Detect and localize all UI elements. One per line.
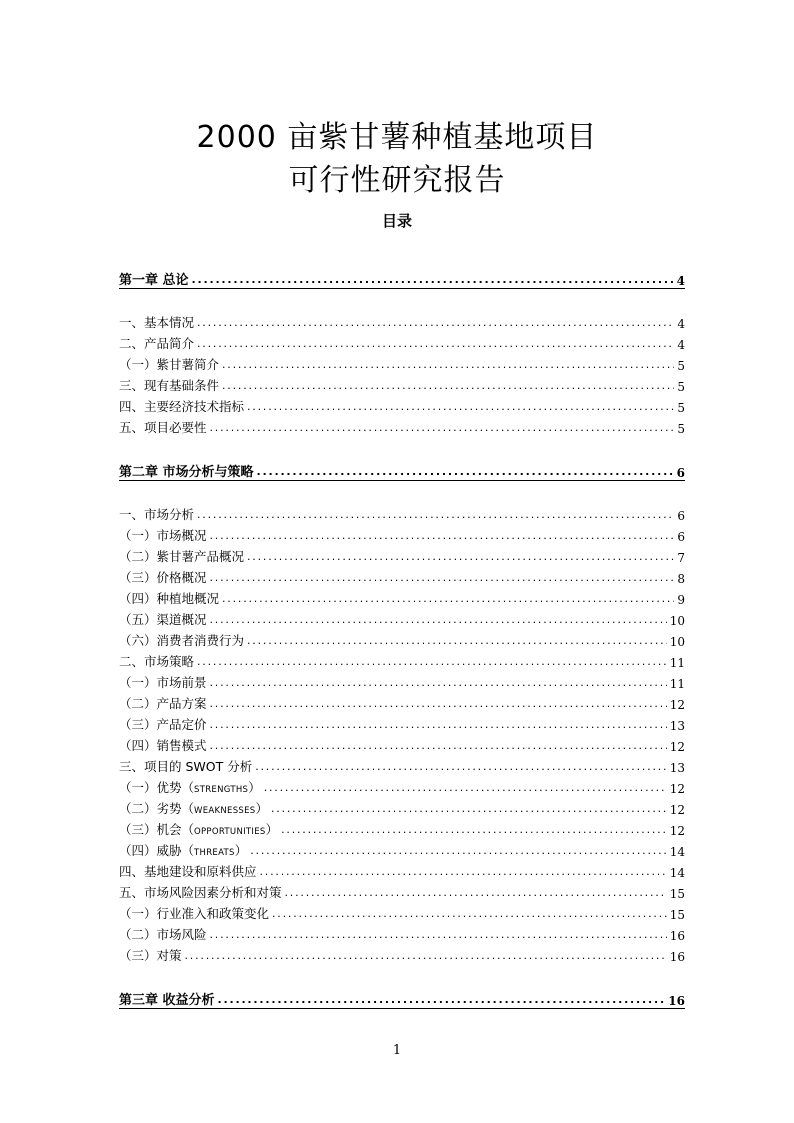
dot-leader [218,994,666,1008]
dot-leader [222,593,674,607]
dot-leader [197,338,674,352]
dot-leader [255,761,667,775]
toc-page-number: 11 [669,677,685,691]
toc-page-number: 6 [676,466,685,480]
toc-entry[interactable] [119,565,685,586]
document-title-line-1: 2000 亩紫甘薯种植基地项目 [196,120,598,155]
toc-entry[interactable] [119,670,685,691]
toc-entry[interactable] [119,373,685,394]
toc-chapter-label: 第二章 市场分析与策略 [119,465,254,480]
toc-entry[interactable] [119,859,685,880]
toc-page-number: 6 [677,509,685,523]
toc-entry[interactable] [119,607,685,628]
toc-entry-label: （二）市场风险 [119,927,207,942]
toc-entry[interactable] [119,733,685,754]
toc-entry[interactable] [119,586,685,607]
toc-entry-label: （四）威胁（THREATS） [119,843,248,858]
toc-chapter-label: 第三章 收益分析 [119,993,215,1008]
toc-entry-label: （四）种植地概况 [119,591,220,606]
toc-page-number: 4 [676,274,685,288]
toc-page-number: 5 [677,359,685,373]
toc-entry-label: （四）销售模式 [119,738,207,753]
toc-entry-label: 三、现有基础条件 [119,378,220,393]
dot-leader [197,656,667,670]
dot-leader [192,274,674,288]
toc-page-number: 7 [677,551,685,565]
toc-entry-label: （二）产品方案 [119,696,207,711]
toc-page-number: 5 [677,422,685,436]
toc-entry-label: 五、项目必要性 [119,420,207,435]
toc-entry-label: 四、主要经济技术指标 [119,399,245,414]
toc-page-number: 10 [669,635,685,649]
dot-leader [271,803,667,817]
toc-entry[interactable] [119,775,685,796]
toc-page-number: 15 [669,908,685,922]
toc-entry-label: （一）行业准入和政策变化 [119,906,270,921]
dot-leader [247,551,674,565]
toc-entry-english-term: STRENGTHS [194,785,249,795]
toc-page-number: 15 [669,887,685,901]
toc-entry[interactable] [119,880,685,901]
toc-entry[interactable] [119,922,685,943]
toc-entry[interactable] [119,754,685,775]
dot-leader [257,466,674,480]
toc-chapter-1-entries [119,310,685,436]
toc-page-number: 9 [677,593,685,607]
dot-leader [222,380,674,394]
toc-entry[interactable] [119,943,685,964]
toc-chapter-1[interactable] [119,266,685,289]
dot-leader [210,740,667,754]
toc-entry-label: 五、市场风险因素分析和对策 [119,885,282,900]
toc-page-number: 6 [677,530,685,544]
toc-page-number: 12 [669,824,685,838]
toc-chapter-2[interactable] [119,458,685,481]
dot-leader [210,719,667,733]
toc-page-number: 16 [669,950,685,964]
toc-entry-label: 一、基本情况 [119,315,195,330]
toc-entry-english-term: THREATS [194,848,235,858]
dot-leader [210,530,675,544]
dot-leader [260,866,667,880]
toc-entry[interactable] [119,523,685,544]
toc-page-number: 4 [677,338,685,352]
toc-entry[interactable] [119,796,685,817]
toc-entry-label: （二）紫甘薯产品概况 [119,549,245,564]
toc-entry-label: 二、产品简介 [119,336,195,351]
toc-page-number: 5 [677,401,685,415]
toc-entry-label: 一、市场分析 [119,507,195,522]
dot-leader [222,359,674,373]
toc-page-number: 14 [669,866,685,880]
toc-entry[interactable] [119,712,685,733]
toc-entry[interactable] [119,352,685,373]
toc-entry[interactable] [119,628,685,649]
toc-entry[interactable] [119,838,685,859]
page-footer-number: 1 [392,1043,402,1058]
toc-page-number: 8 [677,572,685,586]
toc-entry-label: （三）对策 [119,948,182,963]
toc-entry-label: （三）价格概况 [119,570,207,585]
toc-page-number: 5 [677,380,685,394]
toc-page-number: 13 [669,719,685,733]
dot-leader [247,401,674,415]
toc-entry[interactable] [119,544,685,565]
dot-leader [250,845,666,859]
toc-page-number: 12 [669,803,685,817]
document-title-line-2: 可行性研究报告 [288,163,506,198]
toc-entry-label: （三）机会（OPPORTUNITIES） [119,822,279,837]
toc-page-number: 16 [668,994,685,1008]
toc-page-number: 16 [669,929,685,943]
toc-page-number: 12 [669,782,685,796]
toc-entry-english-term: WEAKNESSES [194,806,256,816]
dot-leader [285,887,667,901]
toc-entry[interactable] [119,310,685,331]
dot-leader [247,635,667,649]
dot-leader [210,698,667,712]
toc-entry-label: （一）紫甘薯简介 [119,357,220,372]
dot-leader [210,422,675,436]
toc-entry-label: （五）渠道概况 [119,612,207,627]
dot-leader [210,677,667,691]
toc-page-number: 4 [677,317,685,331]
dot-leader [210,572,675,586]
toc-entry-label: （一）市场概况 [119,528,207,543]
toc-entry-label: （一）市场前景 [119,675,207,690]
toc-chapter-3[interactable] [119,986,685,1009]
toc-entry-label: （一）优势（STRENGTHS） [119,780,261,795]
toc-entry-english-term: OPPORTUNITIES [194,827,266,837]
toc-page-number: 13 [669,761,685,775]
toc-entry[interactable] [119,817,685,838]
toc-entry-label: （二）劣势（WEAKNESSES） [119,801,268,816]
toc-entry[interactable] [119,691,685,712]
dot-leader [281,824,667,838]
toc-entry-label: （六）消费者消费行为 [119,633,245,648]
toc-entry[interactable] [119,394,685,415]
toc-page-number: 12 [669,698,685,712]
dot-leader [197,509,674,523]
toc-page-number: 12 [669,740,685,754]
dot-leader [210,929,667,943]
dot-leader [210,614,667,628]
toc-page-number: 11 [669,656,685,670]
table-of-contents [119,266,685,1009]
toc-heading: 目录 [381,212,412,230]
toc-entry[interactable] [119,331,685,352]
toc-entry-label: （三）产品定价 [119,717,207,732]
toc-entry[interactable] [119,502,685,523]
toc-entry-label: 三、项目的 SWOT 分析 [119,759,253,774]
toc-entry[interactable] [119,649,685,670]
dot-leader [197,317,674,331]
toc-page-number: 14 [669,845,685,859]
toc-page-number: 10 [669,614,685,628]
dot-leader [264,782,667,796]
toc-chapter-2-entries [119,502,685,964]
toc-entry[interactable] [119,415,685,436]
dot-leader [185,950,667,964]
toc-entry[interactable] [119,901,685,922]
toc-entry-label: 二、市场策略 [119,654,195,669]
toc-chapter-label: 第一章 总论 [119,273,189,288]
toc-entry-label: 四、基地建设和原料供应 [119,864,257,879]
dot-leader [272,908,667,922]
